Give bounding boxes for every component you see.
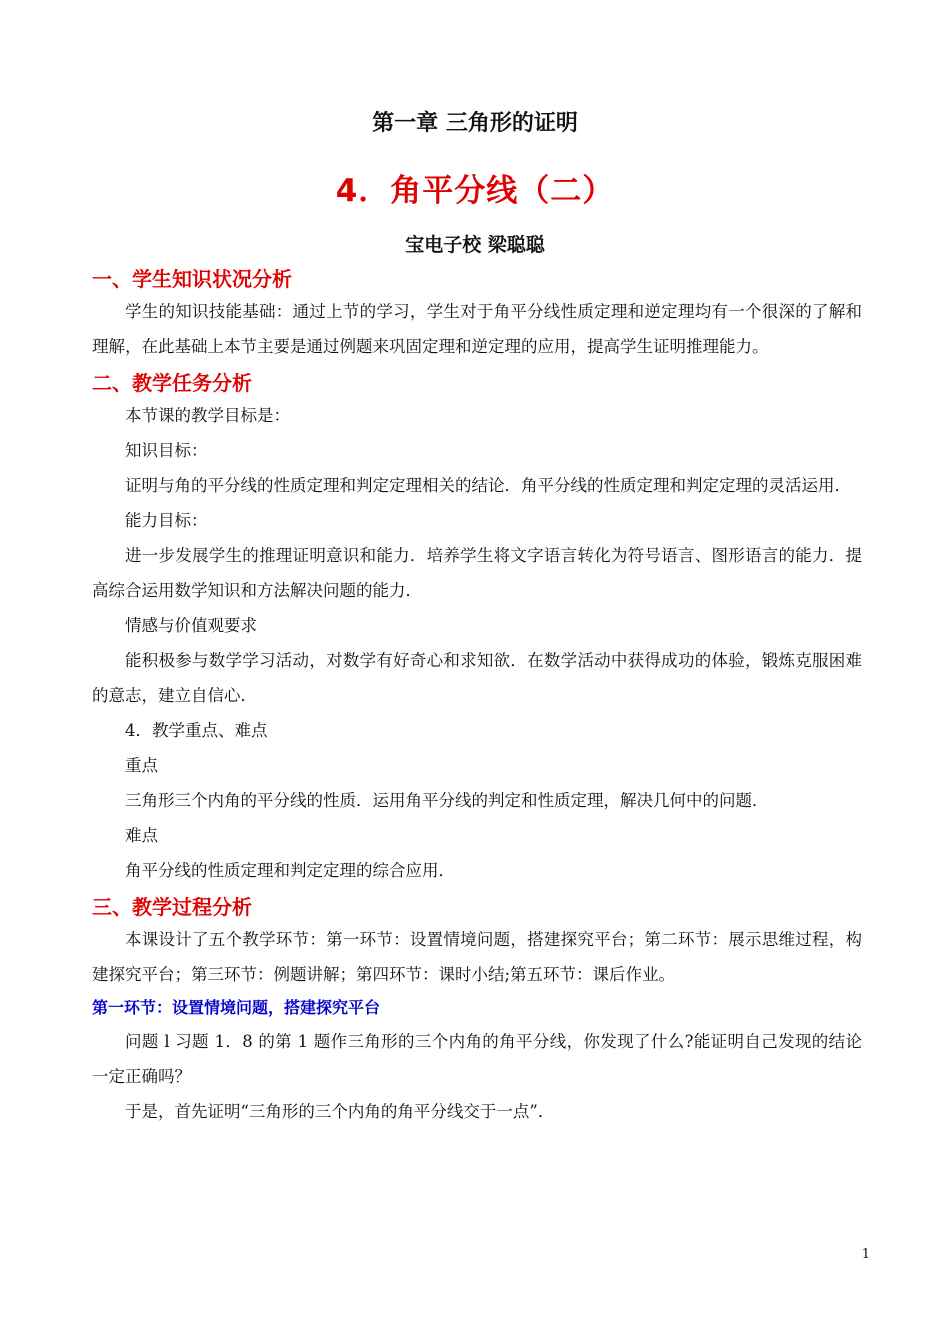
paragraph: 于是，首先证明“三角形的三个内角的角平分线交于一点”． — [125, 1102, 555, 1121]
paragraph: 能积极参与数学学习活动，对数学有好奇心和求知欲．在数学活动中获得成功的体验，锻炼克服困难的意志，建立自信心． — [92, 651, 862, 705]
paragraph: 情感与价值观要求 — [125, 616, 257, 635]
paragraph: 进一步发展学生的推理证明意识和能力．培养学生将文字语言转化为符号语言、图形语言的能力．提高综合运用数学知识和方法解决问题的能力． — [92, 546, 862, 600]
paragraph: 本课设计了五个教学环节：第一环节：设置情境问题，搭建探究平台；第二环节：展示思维过程，构建探究平台；第三环节：例题讲解；第四环节：课时小结;第五环节：课后作业。 — [92, 930, 862, 984]
paragraph: 证明与角的平分线的性质定理和判定定理相关的结论．角平分线的性质定理和判定定理的灵活运用． — [125, 476, 851, 495]
paragraph: 难点 — [125, 826, 158, 845]
paragraph: 角平分线的性质定理和判定定理的综合应用． — [125, 861, 455, 880]
section-heading-student-analysis: 一、学生知识状况分析 — [92, 267, 292, 291]
paragraph: 三角形三个内角的平分线的性质．运用角平分线的判定和性质定理，解决几何中的问题． — [125, 791, 769, 810]
paragraph: 4．教学重点、难点 — [125, 721, 268, 740]
paragraph: 重点 — [125, 756, 158, 775]
paragraph: 学生的知识技能基础：通过上节的学习，学生对于角平分线性质定理和逆定理均有一个很深的了解和理解，在此基础上本节主要是通过例题来巩固定理和逆定理的应用，提高学生证明推理能力。 — [92, 302, 862, 356]
lesson-title: 4．角平分线（二） — [335, 173, 615, 209]
paragraph: 知识目标： — [125, 441, 208, 460]
chapter-title: 第一章 三角形的证明 — [372, 111, 578, 136]
page-number: 1 — [861, 1247, 870, 1262]
paragraph: 本节课的教学目标是： — [125, 406, 290, 425]
section-heading-process-analysis: 三、教学过程分析 — [92, 895, 252, 919]
paragraph: 问题 l 习题 1．8 的第 1 题作三角形的三个内角的角平分线，你发现了什么?能证明自己发现的结论一定正确吗？ — [92, 1032, 862, 1086]
subheading-step-one: 第一环节：设置情境问题，搭建探究平台 — [92, 998, 381, 1017]
document-body — [92, 264, 862, 1129]
paragraph: 能力目标： — [125, 511, 208, 530]
section-heading-task-analysis: 二、教学任务分析 — [92, 371, 252, 395]
author-line: 宝电子校 梁聪聪 — [405, 234, 545, 256]
